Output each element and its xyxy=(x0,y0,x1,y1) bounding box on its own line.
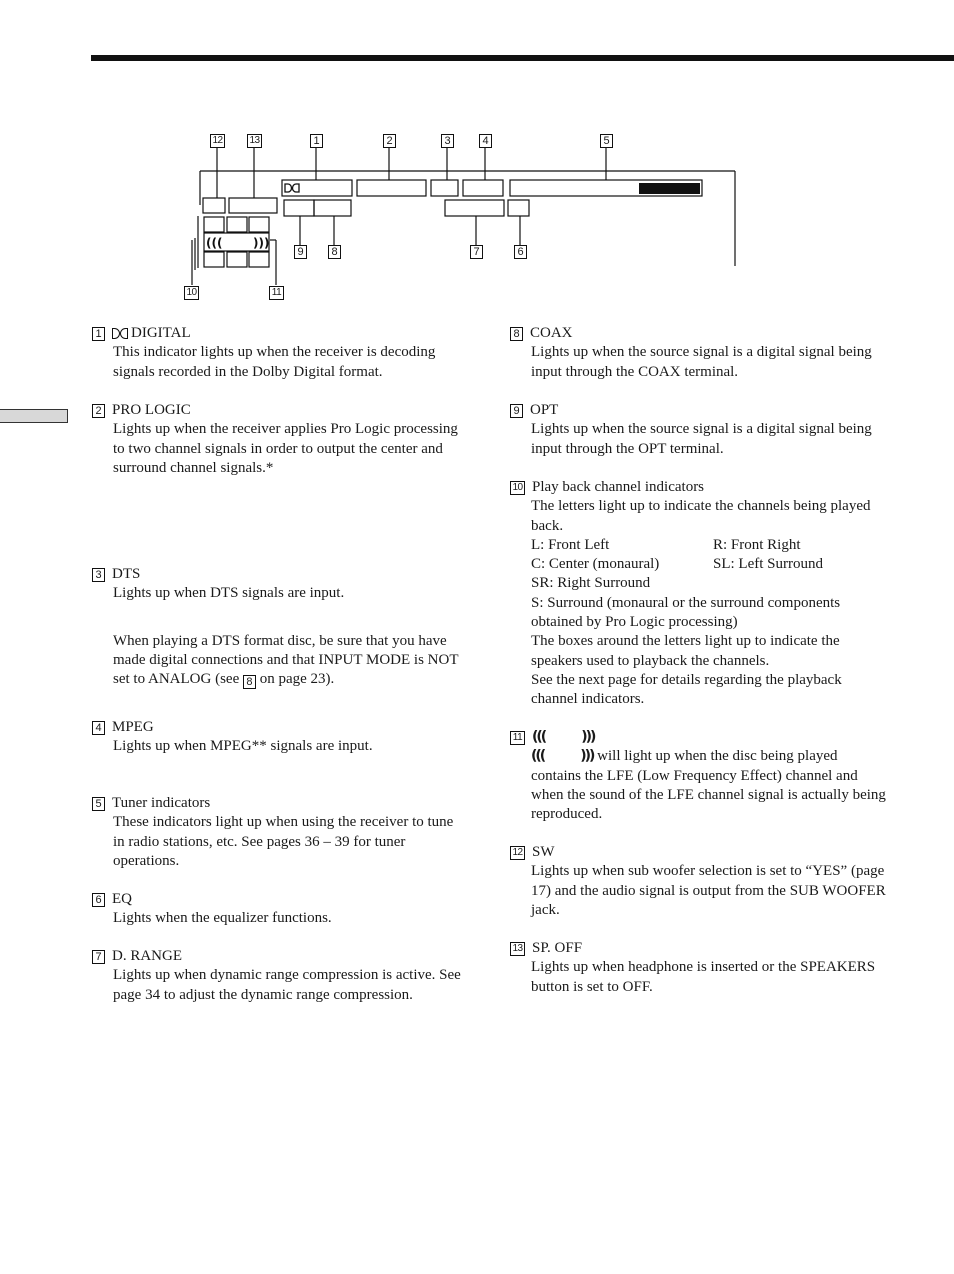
callout-4: 4 xyxy=(479,134,492,148)
section-tab xyxy=(0,409,68,423)
callout-6: 6 xyxy=(514,245,527,259)
entry-title: Tuner indicators xyxy=(112,795,211,811)
entry-description: The boxes around the letters light up to indicate the speakers used to playback the channels. xyxy=(531,633,840,669)
entry-title: MPEG xyxy=(112,719,154,735)
callout-2: 2 xyxy=(383,134,396,148)
right-column xyxy=(510,324,890,997)
entry-7-d-range xyxy=(92,947,462,1005)
channel-label: R: Front Right xyxy=(713,536,801,553)
entry-description: ((( ))) will light up when the disc being played contains the LFE (Low Frequency Effect) channel and when the sound of the LFE channel signal is actually being reproduced. xyxy=(531,748,886,823)
callout-7: 7 xyxy=(470,245,483,259)
entry-number: 11 xyxy=(510,731,525,745)
entry-title: COAX xyxy=(530,325,573,341)
entry-number: 1 xyxy=(92,327,105,341)
entry-4-mpeg xyxy=(92,718,462,794)
entry-title: Play back channel indicators xyxy=(532,479,705,495)
entry-description: The letters light up to indicate the channels being played back. xyxy=(531,498,871,534)
callout-10: 10 xyxy=(184,286,199,300)
entry-description: Lights up when the source signal is a digital signal being input through the OPT terminal. xyxy=(531,421,872,457)
entry-number: 8 xyxy=(510,327,523,341)
entry-number: 9 xyxy=(510,404,523,418)
lfe-inline-left-icon: ((( xyxy=(531,748,545,765)
lfe-symbol-left-icon: ((( xyxy=(532,729,546,745)
dts-note: When playing a DTS format disc, be sure that you have made digital connections and that INPUT MODE is NOT set to ANALOG (see 8 on page 23). xyxy=(113,632,459,689)
callout-8: 8 xyxy=(328,245,341,259)
svg-text:))): ))) xyxy=(253,236,270,250)
entry-description: These indicators light up when using the receiver to tune in radio stations, etc. See pages 36 – 39 for tuner operations. xyxy=(113,814,454,869)
entry-title: PRO LOGIC xyxy=(112,402,191,418)
entry-description: This indicator lights up when the receiver is decoding signals recorded in the Dolby Digital format. xyxy=(113,344,436,380)
entry-6-eq xyxy=(92,890,462,947)
display-diagram xyxy=(0,0,954,310)
callout-11: 11 xyxy=(269,286,284,300)
entry-description: Lights when the equalizer functions. xyxy=(113,910,332,927)
left-column xyxy=(92,324,462,1005)
entry-3-dts xyxy=(92,565,462,718)
channel-label: SL: Left Surround xyxy=(713,556,823,573)
entry-description: Lights up when the source signal is a digital signal being input through the COAX terminal. xyxy=(531,344,872,380)
entry-description: Lights up when headphone is inserted or the SPEAKERS button is set to OFF. xyxy=(531,959,876,995)
entry-description: Lights up when sub woofer selection is set to “YES” (page 17) and the audio signal is output from the SUB WOOFER jack. xyxy=(531,863,886,918)
reference-number: 8 xyxy=(243,675,256,689)
entry-2-pro-logic xyxy=(92,401,462,565)
entry-9-opt xyxy=(510,401,890,478)
entry-description: Lights up when the receiver applies Pro Logic processing to two channel signals in order to output the center and surround channel signals.* xyxy=(113,421,458,476)
entry-title: DTS xyxy=(112,566,141,582)
entry-number: 12 xyxy=(510,846,525,860)
callout-9: 9 xyxy=(294,245,307,259)
entry-title: D. RANGE xyxy=(112,948,182,964)
display-outline xyxy=(0,0,954,310)
entry-5-tuner xyxy=(92,794,462,890)
entry-8-coax xyxy=(510,324,890,401)
entry-1-digital xyxy=(92,324,462,401)
channel-label: SR: Right Surround xyxy=(531,575,651,592)
entry-12-sw xyxy=(510,843,890,939)
entry-title: EQ xyxy=(112,891,132,907)
callout-5: 5 xyxy=(600,134,613,148)
entry-number: 5 xyxy=(92,797,105,811)
entry-number: 3 xyxy=(92,568,105,582)
dolby-icon xyxy=(112,328,128,339)
callout-1: 1 xyxy=(310,134,323,148)
channel-label: S: Surround (monaural or the surround components obtained by Pro Logic processing) xyxy=(531,594,841,631)
entry-13-sp-off xyxy=(510,939,890,997)
entry-description: See the next page for details regarding the playback channel indicators. xyxy=(531,671,842,708)
svg-text:(((: ((( xyxy=(206,236,223,250)
lfe-inline-right-icon: ))) xyxy=(580,748,594,765)
entry-description: Lights up when DTS signals are input. xyxy=(113,585,345,602)
channel-label: L: Front Left xyxy=(531,536,610,553)
entry-10-channel-indicators xyxy=(510,478,890,728)
entry-title: SW xyxy=(532,844,555,860)
entry-title: DIGITAL xyxy=(131,325,191,341)
entry-number: 7 xyxy=(92,950,105,964)
callout-12: 12 xyxy=(210,134,225,148)
entry-number: 10 xyxy=(510,481,525,495)
channel-table xyxy=(531,536,890,575)
entry-number: 4 xyxy=(92,721,105,735)
entry-title: SP. OFF xyxy=(532,940,583,956)
entry-title: OPT xyxy=(530,402,559,418)
entry-description: Lights up when MPEG** signals are input. xyxy=(113,738,373,755)
lfe-symbol-right-icon: ))) xyxy=(581,729,595,745)
callout-13: 13 xyxy=(247,134,262,148)
entry-number: 6 xyxy=(92,893,105,907)
entry-description: Lights up when dynamic range compression is active. See page 34 to adjust the dynamic range compression. xyxy=(113,967,461,1003)
callout-3: 3 xyxy=(441,134,454,148)
channel-label: C: Center (monaural) xyxy=(531,556,660,573)
entry-number: 13 xyxy=(510,942,525,956)
entry-number: 2 xyxy=(92,404,105,418)
entry-11-lfe xyxy=(510,728,890,843)
